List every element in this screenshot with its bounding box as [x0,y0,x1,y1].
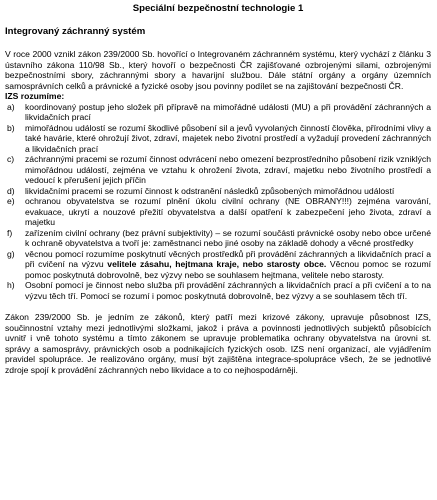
closing-paragraph: Zákon 239/2000 Sb. je jedním ze zákonů, který patří mezi krizové zákony, upravuje působnost IZS, součinnostní vztahy mezi jednotlivými složkami, jakož i práva a povinnosti jednotlivých subjektů působících uvnitř i vně tohoto systému a tímto zákonem se upravuje problematika ochrany obyvatelstva na úrovni st. správy a samosprávy, právnických osob a podnikajících fyzických osob. IZS není organizací, ale vyjádřením pravidel spolupráce. Je realizováno orgány, musí být zajištěna integrace-spolupráce všech, že se jednotlivé zdroje spojí k provádění záchranných nebo likvidace a to co nejhospodárněji. [5,312,431,375]
list-item-c [5,154,431,186]
list-item-f [5,228,431,249]
list-item-text-part: věcnou pomocí rozumíme poskytnutí věcných prostředků při provádění záchranných a likvidačních prací a při cvičení na výzvu [25,248,431,269]
list-item-text: Osobní pomocí je činnost nebo služba při provádění záchranných a likvidačních prací a při cvičení a to na výzvu těch tří. Pomocí se rozumí i pomoc poskytnutá dobrovolně, bez výzvy a se souhlasem těch tří. [25,280,431,301]
section-heading: Integrovaný záchranný systém [5,26,146,37]
list-item-marker: d) [7,185,15,196]
list-item-g [5,249,431,281]
list-item-text-part: Věcnou pomoc se rozumí pomoc poskytnutá dobrovolně, bez výzvy nebo se souhlasem hejtmana, velitele nebo starosty. [25,259,431,280]
list-item-marker: h) [7,280,15,290]
intro-paragraph: V roce 2000 vznikl zákon 239/2000 Sb. hovořící o Integrovaném záchranném systému, který vychází z článku 3 ústavního zákona 110/98 Sb., který hovoří o bezpečnosti ČR zajišťované ozbrojenými silami, ozbrojenými bezpečnostními sbory, záchrannými sbory a havarijní službou. Dále státní orgány a orgány územních samosprávních celků a právnické a fyzické osoby jsou povinny podílet se na zajištování bezpečnosti ČR. [5,49,431,91]
list-item-text: koordinovaný postup jeho složek při přípravě na mimořádné události (MU) a při provádění záchranných a likvidačních prací [25,101,431,122]
list-item-e [5,196,431,228]
document-title: Speciální bezpečnostní technologie 1 [132,3,304,14]
list-item-text: ochranou obyvatelstva se rozumí plnění úkolu civilní ochrany (NE OBRANY!!!) zejména varování, evakuace, ukrytí a nouzové přežití obyvatelstva a další opatření k zabezpečení jeho života, zdraví a majetku [25,196,431,227]
list-item-text: mimořádnou událostí se rozumí škodlivé působení sil a jevů vyvolaných činností člověka, přírodními vlivy a také havárie, které ohrožují život, zdraví, majetek nebo životní prostředí a vyžadují provedení záchranných a likvidačních prací [25,122,431,154]
list-item-marker: e) [7,196,15,206]
list-item-marker: c) [7,154,15,164]
list-item-text [25,249,431,281]
list-item-text: likvidačními pracemi se rozumí činnost k odstranění následků způsobených mimořádnou událostí [25,185,395,196]
list-item-marker: a) [7,101,15,112]
list-item-text: záchrannými pracemi se rozumí činnost odvrácení nebo omezení bezprostředního působení rizik vzniklých mimořádnou událostí, zejména ve vztahu k ohrožení života, zdraví, majetku nebo životního prostředí a vedoucí k přerušení jejich příčin [25,154,431,185]
definition-list [5,102,431,302]
list-item-a [5,102,431,123]
list-item-text: zařízením civilní ochrany (bez právní subjektivity) – se rozumí součásti právnické osoby nebo obce určené k ochraně obyvatelstva a tvoří je: zaměstnanci nebo jiné osoby na základě dohody a věcné prostředky [25,227,431,248]
list-item-marker: g) [7,248,15,259]
list-item-h [5,280,431,301]
list-item-bold-text: velitele zásahu, hejtmana kraje, nebo starosty obce. [107,259,327,269]
paragraph-spacer [5,301,431,312]
list-item-marker: b) [7,122,15,133]
list-item-b [5,123,431,155]
list-lead: IZS rozumíme: [5,91,65,101]
list-item-marker: f) [7,227,13,238]
list-item-d [5,186,431,197]
